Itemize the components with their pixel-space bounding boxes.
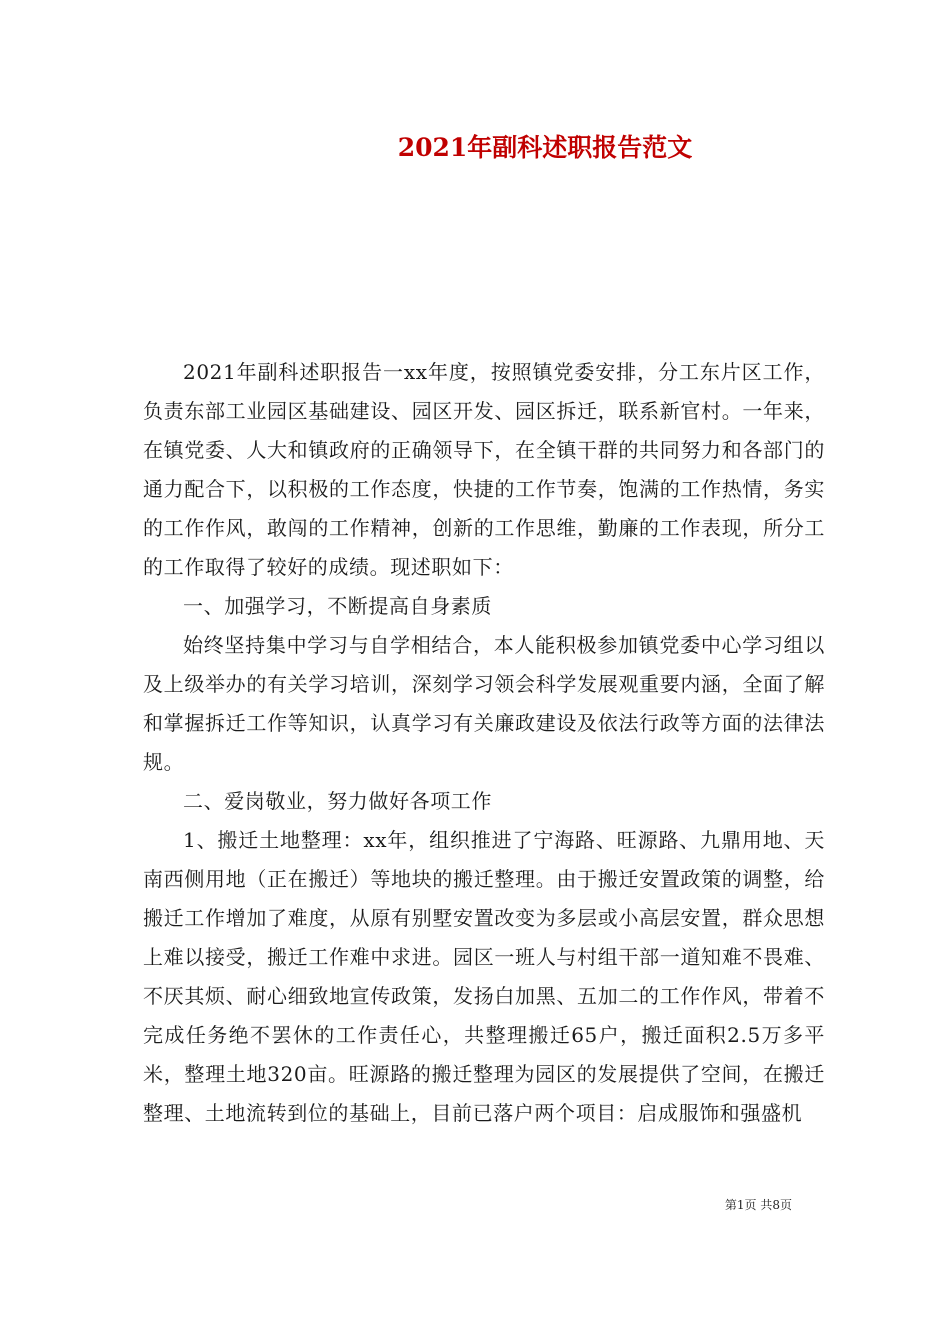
- document-title: 2021年副科述职报告范文: [397, 133, 693, 162]
- paragraph-study: 始终坚持集中学习与自学相结合，本人能积极参加镇党委中心学习组以及上级举办的有关学习培训，深刻学习领会科学发展观重要内涵，全面了解和掌握拆迁工作等知识，认真学习有关廉政建设及依法行政等方面的法律法规。: [143, 633, 825, 774]
- section-heading-2: 二、爱岗敬业，努力做好各项工作: [183, 789, 492, 813]
- section-heading-1: 一、加强学习，不断提高自身素质: [183, 594, 492, 618]
- page-number-footer: 第1页 共8页: [724, 1198, 792, 1212]
- document-body: [143, 353, 825, 1133]
- paragraph-relocation: 1、搬迁土地整理：xx年，组织推进了宁海路、旺源路、九鼎用地、天南西侧用地（正在搬迁）等地块的搬迁整理。由于搬迁安置政策的调整，给搬迁工作增加了难度，从原有别墅安置改变为多层或小高层安置，群众思想上难以接受，搬迁工作难中求进。园区一班人与村组干部一道知难不畏难、不厌其烦、耐心细致地宣传政策，发扬白加黑、五加二的工作作风，带着不完成任务绝不罢休的工作责任心，共整理搬迁65户，搬迁面积2.5万多平米，整理土地320亩。旺源路的搬迁整理为园区的发展提供了空间，在搬迁整理、土地流转到位的基础上，目前已落户两个项目：启成服饰和强盛机: [143, 828, 825, 1125]
- paragraph-intro: 2021年副科述职报告一xx年度，按照镇党委安排，分工东片区工作，负责东部工业园区基础建设、园区开发、园区拆迁，联系新官村。一年来，在镇党委、人大和镇政府的正确领导下，在全镇干群的共同努力和各部门的通力配合下，以积极的工作态度，快捷的工作节奏，饱满的工作热情，务实的工作作风，敢闯的工作精神，创新的工作思维，勤廉的工作表现，所分工的工作取得了较好的成绩。现述职如下：: [143, 360, 825, 579]
